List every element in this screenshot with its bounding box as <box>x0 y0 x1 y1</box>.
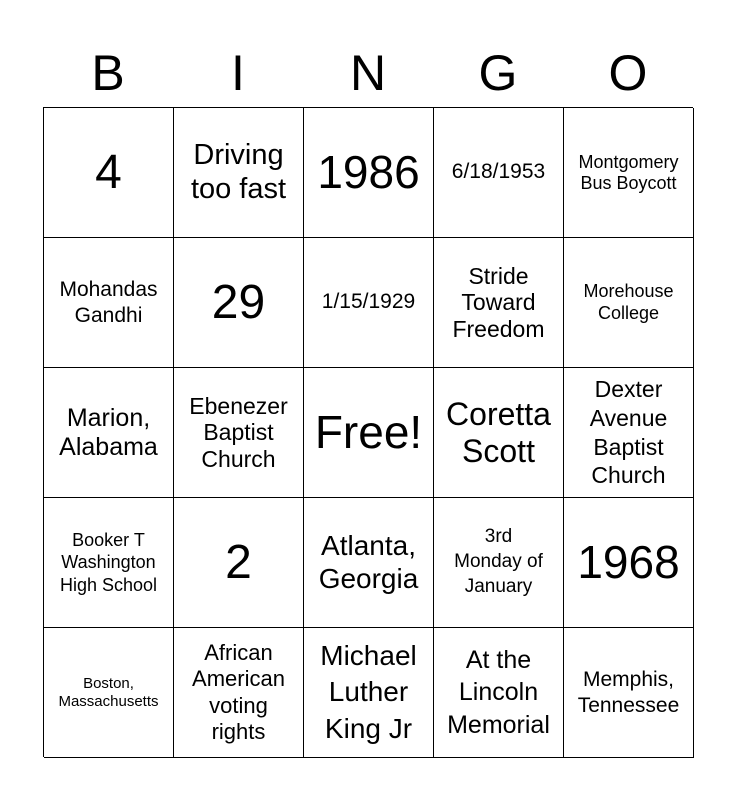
bingo-cell[interactable] <box>44 628 174 758</box>
cell-text: Free! <box>314 406 423 459</box>
cell-text: Driving too fast <box>190 139 287 205</box>
cell-text: Morehouse College <box>583 280 674 323</box>
bingo-cell[interactable] <box>434 498 564 628</box>
bingo-cell[interactable] <box>564 368 694 498</box>
cell-text: Ebenezer Baptist Church <box>189 392 288 472</box>
cell-text: Marion, Alabama <box>59 403 158 461</box>
header-letter-i: I <box>231 45 245 101</box>
cell-text: Stride Toward Freedom <box>452 262 545 342</box>
bingo-cell[interactable] <box>564 628 694 758</box>
cell-text: African American voting rights <box>192 639 285 744</box>
cell-text: 29 <box>211 275 266 329</box>
header-letter-o: O <box>608 45 648 101</box>
bingo-cell[interactable] <box>44 108 174 238</box>
cell-text: Dexter Avenue Baptist Church <box>589 376 668 489</box>
cell-text: Coretta Scott <box>446 395 551 469</box>
bingo-cell[interactable] <box>434 628 564 758</box>
cell-text: Montgomery Bus Boycott <box>578 151 679 193</box>
cell-text: Memphis, Tennessee <box>577 668 680 717</box>
header-letter-g: G <box>478 45 518 101</box>
cell-text: At the Lincoln Memorial <box>447 645 550 739</box>
bingo-cell[interactable] <box>44 238 174 368</box>
bingo-cell[interactable] <box>564 238 694 368</box>
bingo-cell[interactable] <box>174 628 304 758</box>
cell-text: Booker T Washington High School <box>59 529 158 595</box>
bingo-cell[interactable] <box>434 238 564 368</box>
bingo-cell[interactable] <box>564 108 694 238</box>
header-letter-n: N <box>349 45 387 101</box>
cell-text: 6/18/1953 <box>451 160 546 184</box>
bingo-cell[interactable] <box>44 368 174 498</box>
bingo-cell[interactable] <box>174 108 304 238</box>
bingo-board <box>43 107 693 757</box>
cell-text: Michael Luther King Jr <box>320 639 417 744</box>
cell-text: 2 <box>225 535 252 589</box>
bingo-cell[interactable] <box>434 368 564 498</box>
cell-text: 1968 <box>577 536 680 589</box>
bingo-cell[interactable] <box>304 628 434 758</box>
cell-text: Boston, Massachusetts <box>58 674 159 710</box>
bingo-cell[interactable] <box>174 368 304 498</box>
cell-text: 3rd Monday of January <box>454 526 543 597</box>
cell-text: Atlanta, Georgia <box>318 530 419 594</box>
cell-text: 1986 <box>317 146 420 199</box>
header-letter-b: B <box>91 45 125 101</box>
bingo-cell[interactable] <box>304 498 434 628</box>
bingo-cell[interactable] <box>434 108 564 238</box>
bingo-cell[interactable] <box>304 238 434 368</box>
cell-text: Mohandas Gandhi <box>59 278 158 327</box>
bingo-cell[interactable] <box>564 498 694 628</box>
bingo-cell[interactable] <box>44 498 174 628</box>
bingo-header <box>43 38 693 108</box>
bingo-cell[interactable] <box>304 108 434 238</box>
cell-text: 1/15/1929 <box>321 290 416 314</box>
bingo-cell[interactable] <box>174 498 304 628</box>
bingo-cell[interactable] <box>304 368 434 498</box>
bingo-cell[interactable] <box>174 238 304 368</box>
cell-text: 4 <box>95 145 122 199</box>
